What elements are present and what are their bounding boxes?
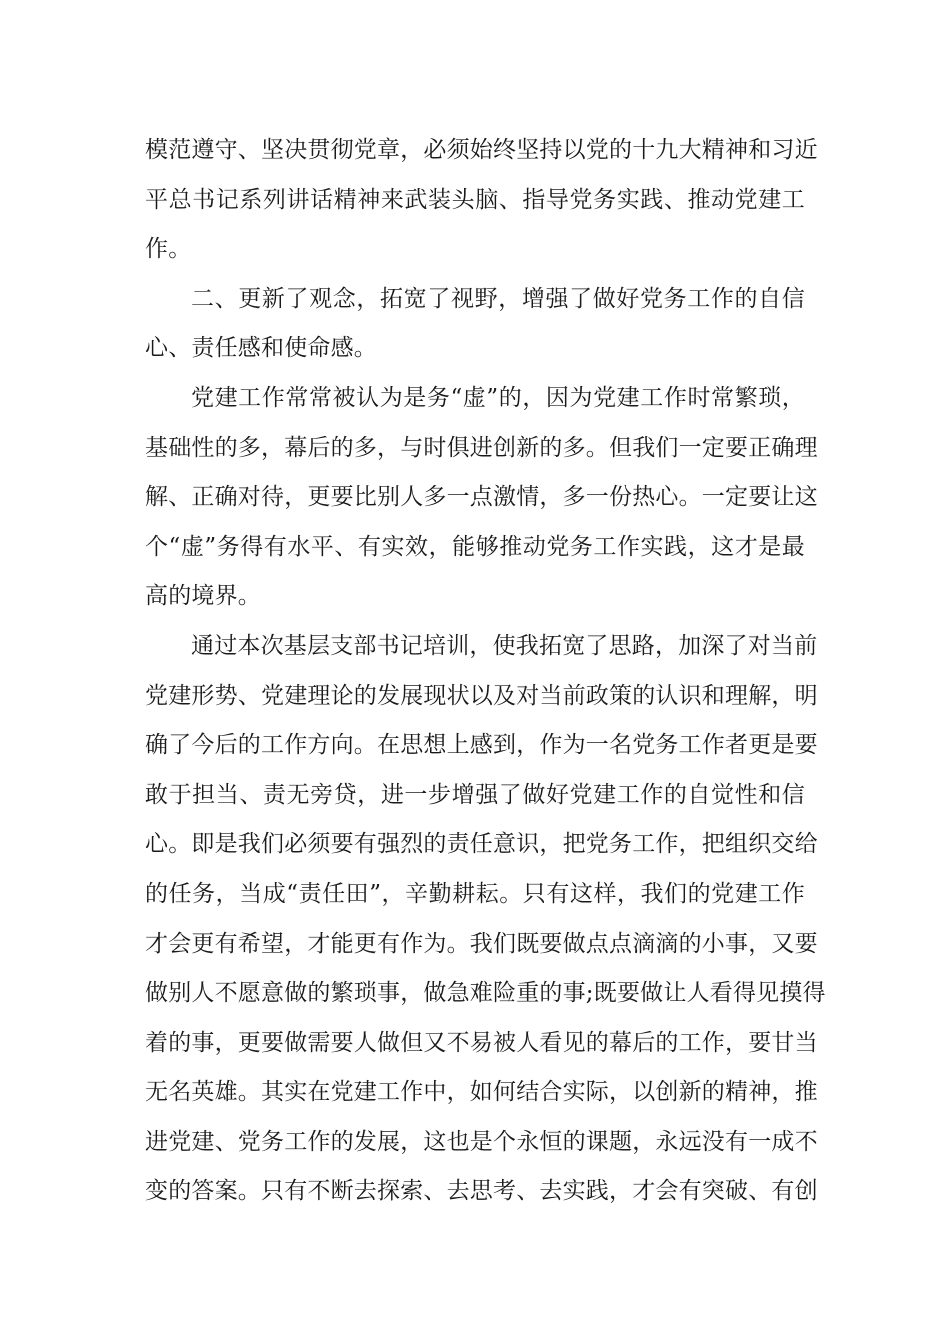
text-line: 着的事，更要做需要人做但又不易被人看见的幕后的工作，要甘当: [145, 1029, 818, 1056]
text-line: 平总书记系列讲话精神来武装头脑、指导党务实践、推动党建工: [145, 186, 805, 213]
text-line: 确了今后的工作方向。在思想上感到，作为一名党务工作者更是要: [145, 732, 818, 759]
text-line: 做别人不愿意做的繁琐事，做急难险重的事;既要做让人看得见摸得: [145, 980, 826, 1007]
text-line: 变的答案。只有不断去探索、去思考、去实践，才会有突破、有创: [145, 1178, 818, 1205]
text-line: 模范遵守、坚决贯彻党章，必须始终坚持以党的十九大精神和习近: [145, 137, 818, 163]
text-line: 党建形势、党建理论的发展现状以及对当前政策的认识和理解，明: [145, 682, 818, 709]
document-body: [145, 126, 826, 1217]
text-line: 基础性的多，幕后的多，与时俱进创新的多。但我们一定要正确理: [145, 434, 818, 461]
text-line: 个“虚”务得有水平、有实效，能够推动党务工作实践，这才是最: [145, 533, 805, 560]
text-line: 进党建、党务工作的发展，这也是个永恒的课题，永远没有一成不: [145, 1128, 818, 1155]
text-line: 敢于担当、责无旁贷，进一步增强了做好党建工作的自觉性和信: [145, 781, 805, 808]
text-line: 心。即是我们必须要有强烈的责任意识，把党务工作，把组织交给: [145, 831, 818, 858]
text-line: 党建工作常常被认为是务“虚”的，因为党建工作时常繁琐，: [191, 384, 805, 411]
text-line: 解、正确对待，更要比别人多一点激情，多一份热心。一定要让这: [145, 484, 818, 511]
text-line: 作。: [145, 236, 192, 263]
text-line: 无名英雄。其实在党建工作中，如何结合实际，以创新的精神，推: [145, 1079, 818, 1106]
text-line: 的任务，当成“责任田”，辛勤耕耘。只有这样，我们的党建工作: [145, 880, 805, 907]
section-heading-line: 心、责任感和使命感。: [145, 335, 377, 362]
text-line: 才会更有希望，才能更有作为。我们既要做点点滴滴的小事，又要: [145, 930, 818, 957]
text-line: 通过本次基层支部书记培训，使我拓宽了思路，加深了对当前: [191, 632, 818, 659]
section-heading-line: 二、更新了观念，拓宽了视野，增强了做好党务工作的自信: [191, 285, 805, 312]
text-line: 高的境界。: [145, 583, 261, 610]
